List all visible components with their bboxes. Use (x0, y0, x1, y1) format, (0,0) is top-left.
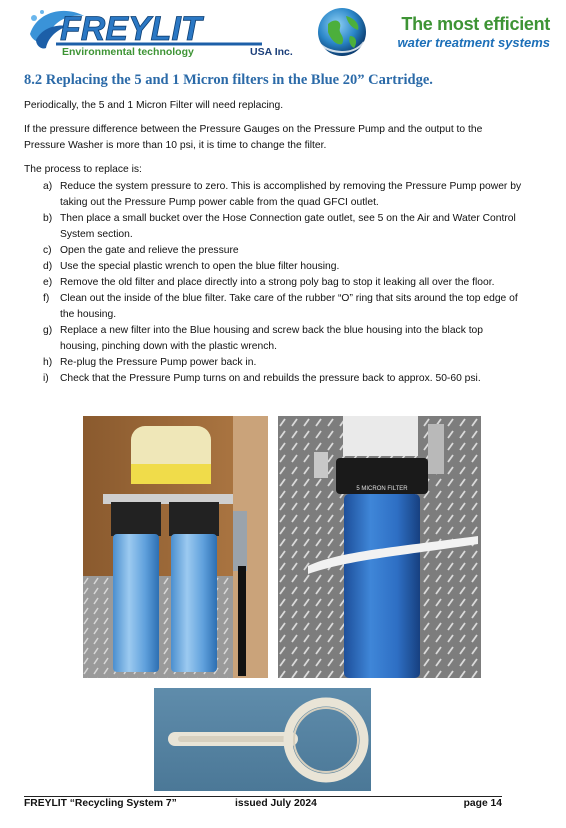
footer-issue-date: issued July 2024 (235, 798, 317, 809)
globe-icon (316, 6, 368, 58)
photo-blue-filter-housing (278, 416, 481, 678)
tagline (374, 14, 550, 52)
step-marker: f) (43, 293, 50, 304)
photo-dual-filter-housings (83, 416, 268, 678)
step-marker: c) (43, 245, 52, 256)
step-marker: g) (43, 325, 53, 336)
step-item (24, 243, 524, 259)
footer-document-title: FREYLIT “Recycling System 7” (24, 798, 177, 809)
step-item (24, 275, 524, 291)
step-text: Then place a small bucket over the Hose Connection gate outlet, see 5 on the Air and Water Control System section. (60, 213, 516, 240)
step-marker: i) (43, 373, 49, 384)
step-marker: b) (43, 213, 53, 224)
page-footer (24, 796, 502, 809)
photo-plastic-wrench (154, 688, 371, 791)
step-text: Remove the old filter and place directly into a strong poly bag to stop it leaking all over the floor. (60, 277, 495, 288)
tagline-line1: The most efficient (401, 14, 550, 34)
page-header (0, 0, 566, 66)
pressure-note-paragraph: If the pressure difference between the Pressure Gauges on the Pressure Pump and the output to the Pressure Washer is more than 10 psi, it is time to change the filter. (24, 124, 483, 151)
tagline-line2: water treatment systems (397, 35, 550, 50)
step-item (24, 371, 524, 387)
steps-list (24, 179, 524, 387)
logo-subtitle: Environmental technology (62, 46, 194, 58)
step-item (24, 291, 524, 323)
step-item (24, 323, 524, 355)
footer-page-number: page 14 (463, 798, 502, 809)
freylit-logo (26, 4, 296, 58)
step-item (24, 259, 524, 275)
step-text: Use the special plastic wrench to open the blue filter housing. (60, 261, 340, 272)
step-item (24, 355, 524, 371)
step-text: Replace a new filter into the Blue housing and screw back the blue housing into the black top housing, pinching down with the plastic wrench. (60, 325, 484, 352)
step-marker: h) (43, 357, 53, 368)
step-text: Re-plug the Pressure Pump power back in. (60, 357, 257, 368)
section-content (24, 70, 524, 387)
step-item (24, 211, 524, 243)
step-text: Open the gate and relieve the pressure (60, 245, 239, 256)
step-marker: a) (43, 181, 53, 192)
section-title: 8.2 Replacing the 5 and 1 Micron filters in the Blue 20” Cartridge. (24, 72, 433, 88)
intro-paragraph: Periodically, the 5 and 1 Micron Filter will need replacing. (24, 100, 284, 111)
step-text: Clean out the inside of the blue filter. Take care of the rubber “O” ring that sits around the top edge of the housing. (60, 293, 518, 320)
step-text: Reduce the system pressure to zero. This is accomplished by removing the Pressure Pump power by taking out the Pressure Pump power cable from the quad GFCI outlet. (60, 181, 522, 208)
step-marker: e) (43, 277, 53, 288)
step-item (24, 179, 524, 211)
housing-label: 5 MICRON FILTER (356, 486, 408, 492)
process-label: The process to replace is: (24, 164, 142, 175)
logo-brand-text: FREYLIT (60, 10, 202, 48)
logo-suffix: USA Inc. (250, 46, 293, 58)
step-marker: d) (43, 261, 53, 272)
step-text: Check that the Pressure Pump turns on and rebuilds the pressure back to approx. 50-60 psi. (60, 373, 481, 384)
